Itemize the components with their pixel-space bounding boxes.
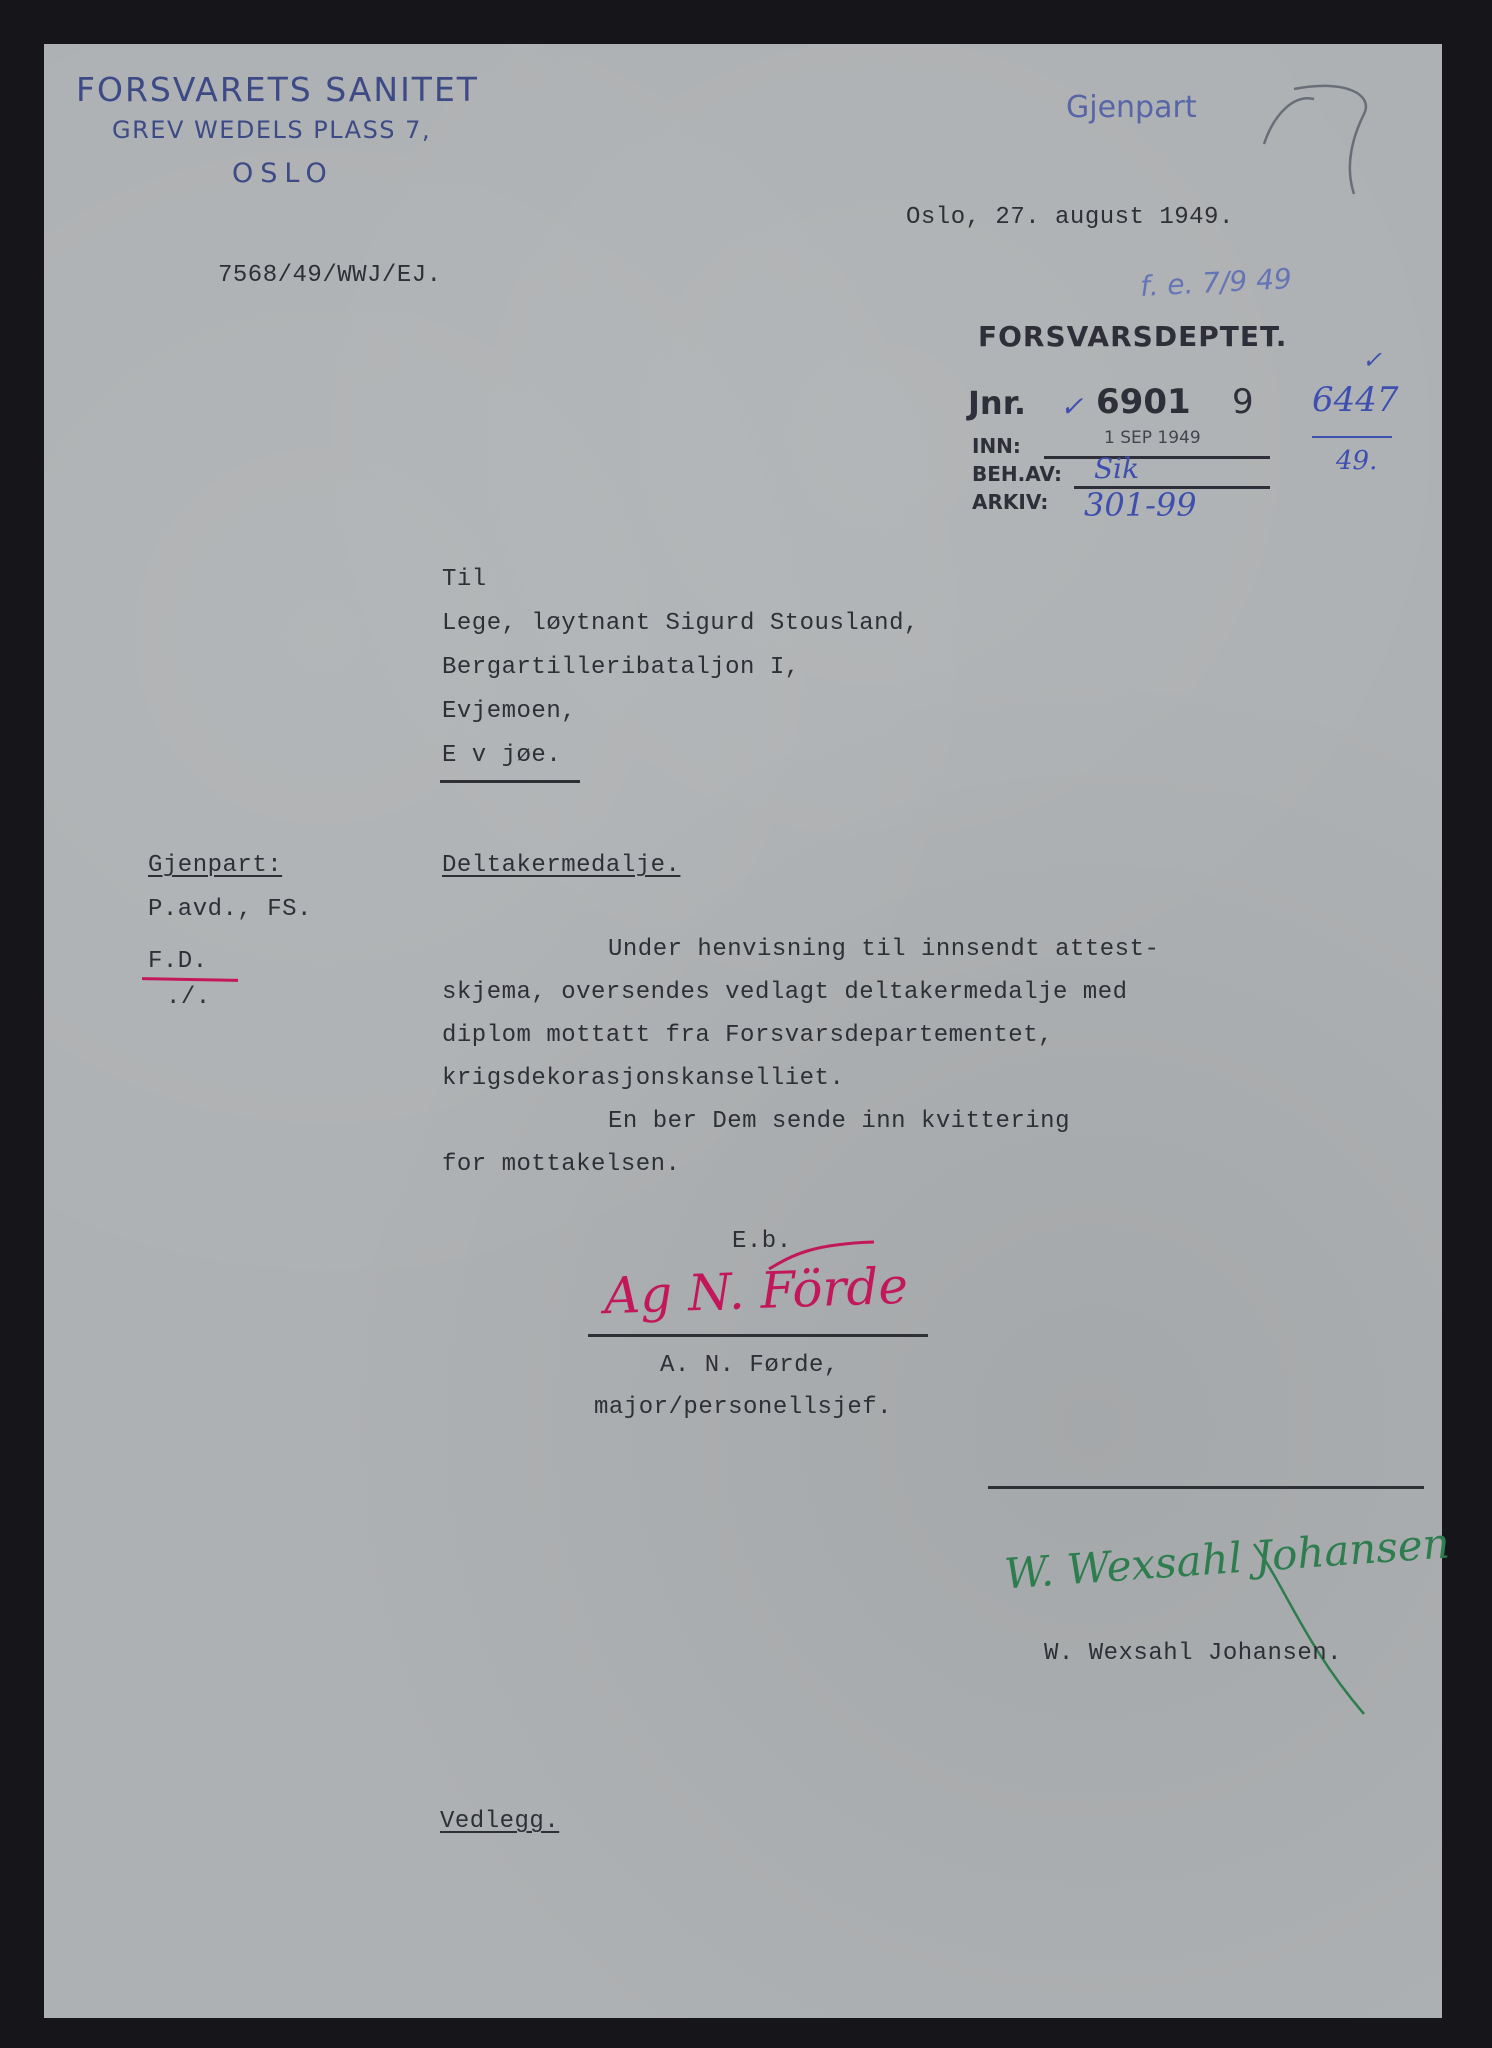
check-mark-2: ✓ bbox=[1362, 346, 1383, 374]
signature-1-title: major/personellsjef. bbox=[594, 1394, 893, 1421]
signature-eb: E.b. bbox=[732, 1228, 792, 1255]
recipient-place: Evjemoen, bbox=[442, 698, 577, 725]
registry-arkiv-label: ARKIV: bbox=[972, 490, 1049, 514]
recipient-name: Lege, løytnant Sigurd Stousland, bbox=[442, 610, 919, 637]
enclosure: Vedlegg. bbox=[440, 1808, 560, 1835]
signature-1-flourish bbox=[764, 1234, 884, 1274]
jnr-year-rule bbox=[1312, 436, 1392, 438]
copy-stamp: Gjenpart bbox=[1066, 90, 1197, 125]
red-underline-mark bbox=[142, 977, 238, 982]
date-line: Oslo, 27. august 1949. bbox=[906, 204, 1234, 231]
copies-line-1: P.avd., FS. bbox=[148, 896, 312, 923]
registry-stamp-header: FORSVARSDEPTET. bbox=[978, 320, 1288, 353]
signature-1-name: A. N. Førde, bbox=[660, 1352, 839, 1379]
recipient-underline bbox=[440, 780, 580, 783]
subject: Deltakermedalje. bbox=[442, 852, 681, 879]
body-line-5: En ber Dem sende inn kvittering bbox=[608, 1108, 1070, 1135]
signature-2-handwritten: W. Wexsahl Johansen bbox=[1002, 1518, 1452, 1599]
registry-inn-rule bbox=[1044, 456, 1270, 459]
signature-2-name: W. Wexsahl Johansen. bbox=[1044, 1640, 1343, 1667]
document-page bbox=[44, 44, 1452, 2018]
registry-inn-label: INN: bbox=[972, 434, 1021, 458]
registry-behav-label: BEH.AV: bbox=[972, 462, 1062, 486]
body-line-2: skjema, oversendes vedlagt deltakermedalje med bbox=[442, 979, 1128, 1006]
signature-1-rule bbox=[588, 1334, 928, 1337]
letterhead-line-1: FORSVARETS SANITET bbox=[76, 70, 479, 109]
registry-jnr-year: 9 bbox=[1232, 382, 1254, 422]
signature-1-handwritten: Ag N. Förde bbox=[603, 1256, 909, 1326]
registry-jnr-handwritten: 6447 bbox=[1312, 380, 1399, 420]
recipient-town: E v jøe. bbox=[442, 742, 562, 769]
reference-number: 7568/49/WWJ/EJ. bbox=[218, 262, 442, 289]
recipient-unit: Bergartilleribataljon I, bbox=[442, 654, 800, 681]
copies-label: Gjenpart: bbox=[148, 852, 283, 879]
copy-mark-scribble bbox=[1254, 74, 1414, 204]
body-line-6: for mottakelsen. bbox=[442, 1151, 681, 1178]
registry-jnr-label: Jnr. bbox=[968, 384, 1027, 422]
signature-2-rule bbox=[988, 1486, 1424, 1489]
recipient-to: Til bbox=[442, 566, 487, 593]
check-mark: ✓ bbox=[1060, 390, 1084, 423]
copies-line-3: ./. bbox=[166, 984, 211, 1011]
letterhead-line-3: OSLO bbox=[232, 158, 334, 189]
registry-jnr-number: 6901 bbox=[1096, 382, 1191, 422]
body-line-1: Under henvisning til innsendt attest- bbox=[608, 936, 1160, 963]
pencil-note: f. e. 7/9 49 bbox=[1139, 262, 1293, 303]
copies-line-2: F.D. bbox=[148, 948, 208, 975]
registry-behav-handwritten: Sik bbox=[1094, 452, 1140, 485]
registry-arkiv-handwritten: 301-99 bbox=[1084, 486, 1197, 524]
letterhead-line-2: GREV WEDELS PLASS 7, bbox=[112, 116, 432, 144]
body-line-4: krigsdekorasjonskanselliet. bbox=[442, 1065, 845, 1092]
registry-jnr-handwritten-year: 49. bbox=[1336, 446, 1378, 476]
registry-inn-date: 1 SEP 1949 bbox=[1104, 428, 1201, 448]
signature-2-stroke bbox=[1244, 1524, 1404, 1724]
body-line-3: diplom mottatt fra Forsvarsdepartementet, bbox=[442, 1022, 1053, 1049]
